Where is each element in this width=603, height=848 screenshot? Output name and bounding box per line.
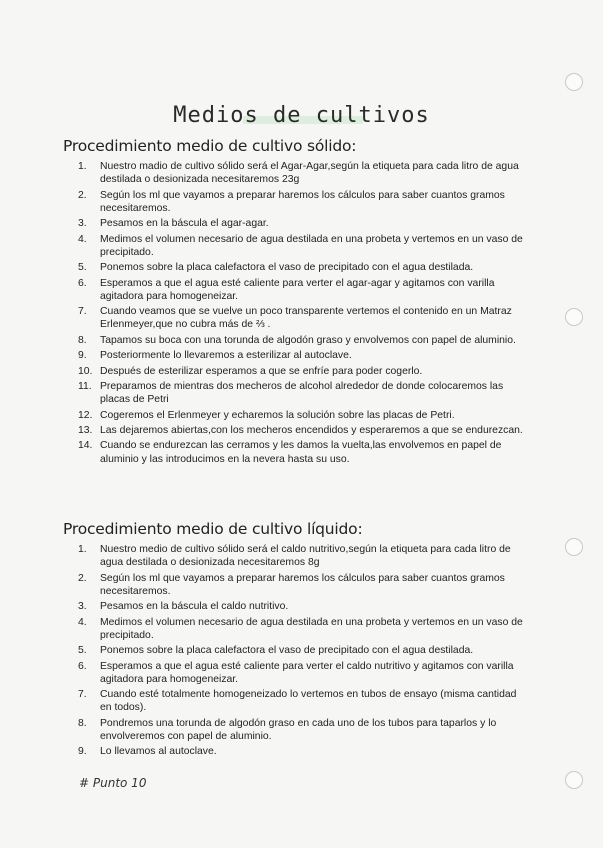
list-item-number: 9. xyxy=(78,746,87,758)
list-item xyxy=(78,572,528,598)
list-item-text: Cuando esté totalmente homogeneizado lo vertemos en tubos de ensayo (misma cantidad en todos). xyxy=(100,689,517,714)
list-item-text: Esperamos a que el agua esté caliente para verter el caldo nutritivo y agitamos con varilla agitadora para homogeneizar. xyxy=(100,660,514,685)
solid-steps-list xyxy=(78,160,528,468)
list-item xyxy=(78,349,528,362)
list-item xyxy=(78,217,528,230)
list-item xyxy=(78,380,528,406)
list-item-number: 9. xyxy=(78,350,87,362)
list-item-number: 14. xyxy=(78,440,93,452)
list-item xyxy=(78,439,528,465)
list-item-text: Tapamos su boca con una torunda de algodón graso y envolvemos con papel de aluminio. xyxy=(100,334,516,346)
list-item xyxy=(78,616,528,642)
list-item xyxy=(78,717,528,743)
list-item-text: Según los ml que vayamos a preparar haremos los cálculos para saber cuantos gramos necesitaremos. xyxy=(100,189,505,214)
list-item-number: 12. xyxy=(78,409,93,421)
list-item xyxy=(78,688,528,714)
list-item-text: Preparamos de mientras dos mecheros de alcohol alrededor de donde colocaremos las placas de Petri xyxy=(100,380,504,406)
list-item-number: 11. xyxy=(78,380,92,392)
list-item-number: 10. xyxy=(78,365,93,377)
list-item-number: 2. xyxy=(78,189,87,201)
list-item-number: 4. xyxy=(78,233,87,245)
list-item xyxy=(78,660,528,686)
liquid-steps-list xyxy=(78,543,528,761)
list-item-number: 3. xyxy=(78,218,87,230)
list-item-text: Ponemos sobre la placa calefactora el vaso de precipitado con el agua destilada. xyxy=(100,645,474,657)
handwritten-note: # Punto 10 xyxy=(79,776,147,790)
list-item-text: Ponemos sobre la placa calefactora el vaso de precipitado con el agua destilada. xyxy=(100,262,474,274)
list-item xyxy=(78,543,528,569)
list-item-text: Medimos el volumen necesario de agua destilada en una probeta y vertemos en un vaso de precipitado. xyxy=(100,616,523,641)
page-title: Medios de cultivos xyxy=(173,103,430,128)
list-item xyxy=(78,409,528,422)
list-item-number: 6. xyxy=(78,660,87,672)
punch-hole xyxy=(565,538,583,556)
list-item xyxy=(78,160,528,186)
list-item-text: Esperamos a que el agua esté caliente para verter el agar-agar y agitamos con varilla agitadora para homogeneizar. xyxy=(100,277,495,302)
list-item-number: 6. xyxy=(78,277,87,289)
list-item-text: Según los ml que vayamos a preparar haremos los cálculos para saber cuantos gramos necesitaremos. xyxy=(100,572,505,597)
list-item-number: 1. xyxy=(78,544,87,555)
list-item-text: Cuando veamos que se vuelve un poco transparente vertemos el contenido en un Matraz Erlenmeyer,que no cubra más de ⅔ . xyxy=(100,306,512,331)
list-item-text: Cuando se endurezcan las cerramos y les damos la vuelta,las envolvemos en papel de aluminio y las introducimos en la nevera hasta su uso. xyxy=(100,440,502,465)
list-item-number: 8. xyxy=(78,717,87,729)
list-item-text: Posteriormente lo llevaremos a esterilizar al autoclave. xyxy=(100,350,352,362)
list-item xyxy=(78,424,528,437)
list-item-number: 7. xyxy=(78,689,87,701)
list-item xyxy=(78,261,528,274)
section-heading-solid: Procedimiento medio de cultivo sólido: xyxy=(63,137,357,155)
list-item xyxy=(78,365,528,378)
list-item-number: 7. xyxy=(78,306,87,318)
list-item-text: Después de esterilizar esperamos a que se enfríe para poder cogerlo. xyxy=(100,365,423,377)
list-item xyxy=(78,189,528,215)
list-item-text: Medimos el volumen necesario de agua destilada en una probeta y vertemos en un vaso de precipitado. xyxy=(100,233,523,258)
list-item xyxy=(78,305,528,331)
list-item xyxy=(78,644,528,657)
list-item-text: Lo llevamos al autoclave. xyxy=(100,746,217,758)
list-item-number: 5. xyxy=(78,262,87,274)
list-item xyxy=(78,233,528,259)
list-item xyxy=(78,277,528,303)
list-item-text: Pondremos una torunda de algodón graso en cada uno de los tubos para taparlos y lo envolveremos con papel de aluminio. xyxy=(100,717,497,742)
punch-hole xyxy=(565,73,583,91)
list-item xyxy=(78,334,528,347)
list-item xyxy=(78,600,528,613)
list-item-text: Nuestro madio de cultivo sólido será el Agar-Agar,según la etiqueta para cada litro de agua destilada o desionizada necesitaremos 23g xyxy=(100,161,519,186)
list-item-number: 8. xyxy=(78,334,87,346)
list-item-text: Nuestro medio de cultivo sólido será el caldo nutritivo,según la etiqueta para cada litro de agua destilada o desionizada necesitaremos 8g xyxy=(100,544,511,569)
list-item-number: 3. xyxy=(78,601,87,613)
list-item-text: Pesamos en la báscula el caldo nutritivo. xyxy=(100,601,289,613)
punch-hole xyxy=(565,308,583,326)
punch-hole xyxy=(565,771,583,789)
list-item-number: 5. xyxy=(78,645,87,657)
list-item-number: 4. xyxy=(78,616,87,628)
list-item xyxy=(78,745,528,758)
list-item-text: Las dejaremos abiertas,con los mecheros encendidos y esperaremos a que se endurezcan. xyxy=(100,424,523,436)
list-item-number: 13. xyxy=(78,424,93,436)
list-item-text: Pesamos en la báscula el agar-agar. xyxy=(100,218,269,230)
section-heading-liquid: Procedimiento medio de cultivo líquido: xyxy=(63,520,363,538)
list-item-text: Cogeremos el Erlenmeyer y echaremos la solución sobre las placas de Petri. xyxy=(100,409,455,421)
list-item-number: 1. xyxy=(78,161,87,172)
list-item-number: 2. xyxy=(78,572,87,584)
